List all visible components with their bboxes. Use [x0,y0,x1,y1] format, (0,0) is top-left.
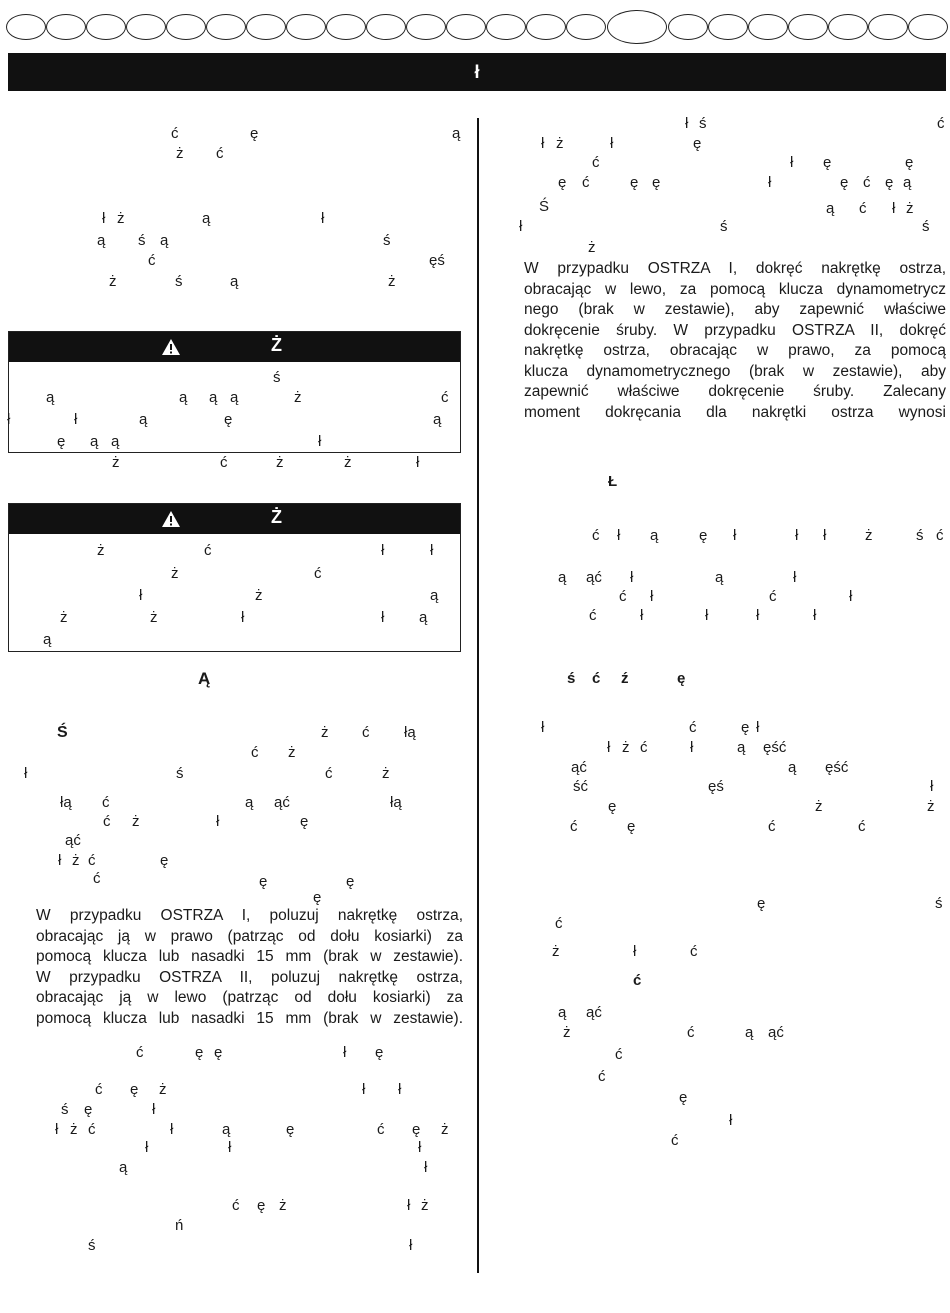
glyph: ęść [825,759,849,776]
glyph: ę [412,1121,421,1138]
glyph: ś [61,1101,69,1118]
glyph: ą [97,232,106,249]
glyph: ż [60,609,68,626]
glyph: ą [222,1121,231,1138]
glyph: ą [160,232,169,249]
glyph: ż [132,813,140,830]
header-oval [6,14,46,40]
heading-glyph: ś [567,670,576,687]
header-oval-strip [6,10,946,44]
paragraph-line: W przypadku OSTRZA I, poluzuj nakrętkę ostrza, [36,907,463,924]
glyph: ś [176,765,184,782]
glyph: ć [598,1068,606,1085]
glyph: ł [630,569,634,586]
glyph: ł [685,115,689,132]
glyph: ś [138,232,146,249]
header-oval [668,14,708,40]
glyph: ę [905,154,914,171]
header-oval [486,14,526,40]
glyph: ą [90,433,99,450]
glyph: ż [279,1197,287,1214]
glyph: ż [70,1121,78,1138]
glyph: łą [60,794,72,811]
paragraph-line: pomocą klucza lub nasadki 15 mm (brak w zestawie). [36,948,463,965]
glyph: ć [171,125,179,142]
glyph: ć [859,200,867,217]
glyph: ż [159,1081,167,1098]
left-paragraph [36,906,463,1029]
header-oval [206,14,246,40]
glyph: ę [160,852,169,869]
glyph: ż [117,210,125,227]
warning-title: Ż [271,507,282,527]
glyph: ł [216,813,220,830]
heading-glyph: ć [592,670,601,687]
glyph: ą [230,273,239,290]
glyph: ł [650,588,654,605]
header-oval [708,14,748,40]
glyph: ę [699,527,708,544]
glyph: ł [416,454,420,471]
glyph: ę [679,1089,688,1106]
glyph: ą [826,200,835,217]
warning-header [9,332,460,362]
header-oval [748,14,788,40]
glyph: ąć [274,794,290,811]
header-oval [366,14,406,40]
header-oval [788,14,828,40]
glyph: ć [220,454,228,471]
glyph: ł [228,1139,232,1156]
glyph: ę [300,813,309,830]
glyph: ż [563,1024,571,1041]
paragraph-line: W przypadku OSTRZA II, poluzuj nakrętkę ostrza, [36,968,463,986]
glyph: ę [558,174,567,191]
glyph: ż [441,1121,449,1138]
paragraph-line: obracając w lewo, za pomocą klucza dynamometrycz [524,280,946,298]
glyph: ś [699,115,707,132]
glyph: ż [421,1197,429,1214]
glyph: ć [858,818,866,835]
glyph: ę [313,889,322,906]
glyph: ć [582,174,590,191]
glyph: ż [344,454,352,471]
glyph: ć [689,719,697,736]
glyph: ą [179,389,188,406]
glyph: ł [424,1159,428,1176]
subheading: Ś [57,724,68,741]
glyph: ęś [429,252,445,269]
header-oval [406,14,446,40]
glyph: ć [937,115,945,132]
glyph: ł [381,542,385,559]
glyph: ą [433,411,442,428]
glyph: ą [46,389,55,406]
glyph: łą [390,794,402,811]
glyph: ć [148,252,156,269]
glyph: ę [130,1081,139,1098]
header-oval [908,14,948,40]
section-heading: Ą [198,669,211,688]
glyph: ł [145,1139,149,1156]
paragraph-line: dokręcenie śruby. W przypadku OSTRZA II, dokręć [524,321,946,339]
glyph: ż [176,145,184,162]
header-oval [46,14,86,40]
glyph: ć [592,527,600,544]
glyph: ć [570,818,578,835]
glyph: ł [170,1121,174,1138]
glyph: ą [788,759,797,776]
glyph: ę [214,1044,223,1061]
glyph: ż [294,389,302,406]
glyph: ć [768,818,776,835]
glyph: ć [102,794,110,811]
glyph: ż [288,744,296,761]
glyph: ąć [586,569,602,586]
paragraph-line: obracając ją w prawo (patrząc od dołu kosiarki) za [36,927,463,945]
glyph: ł [617,527,621,544]
glyph: ł [519,218,523,235]
glyph: ę [224,411,233,428]
glyph: ć [441,389,449,406]
glyph: ę [286,1121,295,1138]
glyph: ć [863,174,871,191]
glyph: ł [795,527,799,544]
paragraph-line: nego (brak w zestawie), aby zapewnić właściwe [524,301,946,318]
glyph: ł [640,607,644,624]
glyph: ą [419,609,428,626]
glyph: ż [109,273,117,290]
glyph: ś [383,232,391,249]
glyph: ł [241,609,245,626]
glyph: ł [24,765,28,782]
warning-header [9,504,460,534]
paragraph-line: zapewnić właściwe dokręcenie śruby. Zalecany [524,383,946,400]
glyph: ł [381,609,385,626]
glyph: ą [139,411,148,428]
glyph: ę [375,1044,384,1061]
header-oval [126,14,166,40]
glyph: ż [865,527,873,544]
glyph: ł [321,210,325,227]
paragraph-line: nakrętkę ostrza, obracając w prawo, za pomocą [524,342,946,359]
glyph: ć [619,588,627,605]
warning-box [7,331,461,471]
paragraph-line: pomocą klucza lub nasadki 15 mm (brak w zestawie). [36,1009,463,1027]
glyph: ę [259,873,268,890]
glyph: ł [793,569,797,586]
glyph: ć [93,870,101,887]
glyph: ń [175,1217,184,1234]
glyph: ć [216,145,224,162]
glyph: ąć [571,759,587,776]
glyph: ł [343,1044,347,1061]
glyph: ł [139,587,143,604]
glyph: ś [916,527,924,544]
glyph: ęść [763,739,787,756]
glyph: Ś [539,198,550,215]
page-title-bar [8,53,946,91]
glyph: ę [346,873,355,890]
glyph: ż [150,609,158,626]
glyph: ż [815,798,823,815]
paragraph-line: W przypadku OSTRZA I, dokręć nakrętkę ostrza, [524,260,946,277]
glyph: ę [823,154,832,171]
glyph: ę [257,1197,266,1214]
glyph: ś [935,895,943,912]
glyph: ą [202,210,211,227]
header-oval [566,14,606,40]
glyph: ą [745,1024,754,1041]
glyph: ż [382,765,390,782]
glyph: ł [409,1237,413,1254]
glyph: ł [790,154,794,171]
glyph: ą [715,569,724,586]
glyph: ć [555,915,563,932]
glyph: ż [927,798,935,815]
glyph: ę [885,174,894,191]
glyph: ł [55,1121,59,1138]
glyph: ł [705,607,709,624]
glyph: ł [930,778,934,795]
glyph: ć [640,739,648,756]
glyph: ą [43,631,52,648]
glyph: ł [633,943,637,960]
glyph: ę [57,433,66,450]
glyph: ą [209,389,218,406]
header-oval [326,14,366,40]
glyph: ż [588,239,596,256]
glyph: ł [849,588,853,605]
glyph: ć [769,588,777,605]
glyph: ż [112,454,120,471]
glyph: ć [103,813,111,830]
glyph: ł [152,1101,156,1118]
page-title: ł [474,62,480,82]
warning-box [8,503,461,652]
warning-triangle-icon [161,338,181,361]
warning-triangle-icon [161,510,181,533]
header-oval [828,14,868,40]
glyph: ł [541,135,545,152]
glyph: ć [314,565,322,582]
glyph: ą [558,569,567,586]
heading-glyph: ę [677,670,686,687]
glyph: ć [136,1044,144,1061]
glyph: ą [230,389,239,406]
header-oval [86,14,126,40]
header-oval [166,14,206,40]
glyph: ł [398,1081,402,1098]
glyph: ł [318,433,322,450]
glyph: ć [936,527,944,544]
column-divider [477,118,479,1273]
glyph: łą [404,724,416,741]
glyph: ć [671,1132,679,1149]
glyph: ąć [768,1024,784,1041]
glyph: ł [7,411,11,428]
glyph: ę [195,1044,204,1061]
paragraph-line: klucza dynamometrycznego (brak w zestawie), aby [524,362,946,380]
glyph: ż [72,852,80,869]
glyph: ę [741,719,750,736]
glyph: ć [88,1121,96,1138]
warning-title: Ż [271,335,282,355]
glyph: ć [589,607,597,624]
glyph: ł [430,542,434,559]
glyph: ł [813,607,817,624]
header-oval [286,14,326,40]
glyph: ąć [586,1004,602,1021]
glyph: ć [204,542,212,559]
glyph: ś [922,218,930,235]
header-oval [246,14,286,40]
glyph: ć [687,1024,695,1041]
glyph: ę [693,135,702,152]
glyph: ą [452,125,461,142]
glyph: ć [88,852,96,869]
glyph: ć [592,154,600,171]
glyph: ą [119,1159,128,1176]
glyph: ę [627,818,636,835]
paragraph-line: obracając ją w lewo (patrząc od dołu kosiarki) za [36,989,463,1006]
glyph: ą [111,433,120,450]
glyph: ż [276,454,284,471]
glyph: ą [430,587,439,604]
glyph: ł [362,1081,366,1098]
header-oval [446,14,486,40]
glyph: ć [690,943,698,960]
glyph: ę [652,174,661,191]
glyph: ąć [65,832,81,849]
glyph: ł [729,1112,733,1129]
glyph: ł [892,200,896,217]
header-oval [868,14,908,40]
glyph: ć [362,724,370,741]
glyph: ł [690,739,694,756]
glyph: ę [250,125,259,142]
glyph: ęś [708,778,724,795]
header-oval [526,14,566,40]
glyph: ż [552,943,560,960]
bold-glyph: ć [633,972,642,989]
glyph: ż [556,135,564,152]
glyph: ł [102,210,106,227]
glyph: ł [607,739,611,756]
heading-glyph: ź [621,670,629,687]
glyph: ć [95,1081,103,1098]
glyph: ą [903,174,912,191]
glyph: ł [418,1139,422,1156]
glyph: ść [573,778,588,795]
glyph: ł [610,135,614,152]
glyph: ż [388,273,396,290]
glyph: ę [757,895,766,912]
glyph: ż [97,542,105,559]
glyph: ś [720,218,728,235]
glyph: ł [74,411,78,428]
glyph: ć [615,1046,623,1063]
header-oval-highlight [607,10,667,44]
glyph: ł [823,527,827,544]
glyph: ś [175,273,183,290]
glyph: ć [232,1197,240,1214]
glyph: ę [608,798,617,815]
right-paragraph [524,259,946,423]
glyph: ż [171,565,179,582]
glyph: ć [325,765,333,782]
glyph: ż [906,200,914,217]
glyph: ś [88,1237,96,1254]
glyph: ć [377,1121,385,1138]
paragraph-line: moment dokręcania dla nakrętki ostrza wynosi [524,403,946,421]
glyph: ł [756,607,760,624]
glyph: ł [756,719,760,736]
glyph: ę [840,174,849,191]
glyph: ś [273,369,281,386]
glyph: ż [255,587,263,604]
glyph: ę [84,1101,93,1118]
glyph: ł [58,852,62,869]
glyph: ą [650,527,659,544]
glyph: ą [558,1004,567,1021]
glyph: ż [622,739,630,756]
glyph: ą [737,739,746,756]
section-heading: Ł [608,473,618,490]
glyph: ł [407,1197,411,1214]
glyph: ł [541,719,545,736]
glyph: ę [630,174,639,191]
glyph: ł [733,527,737,544]
glyph: ą [245,794,254,811]
glyph: ć [251,744,259,761]
glyph: ł [768,174,772,191]
glyph: ż [321,724,329,741]
